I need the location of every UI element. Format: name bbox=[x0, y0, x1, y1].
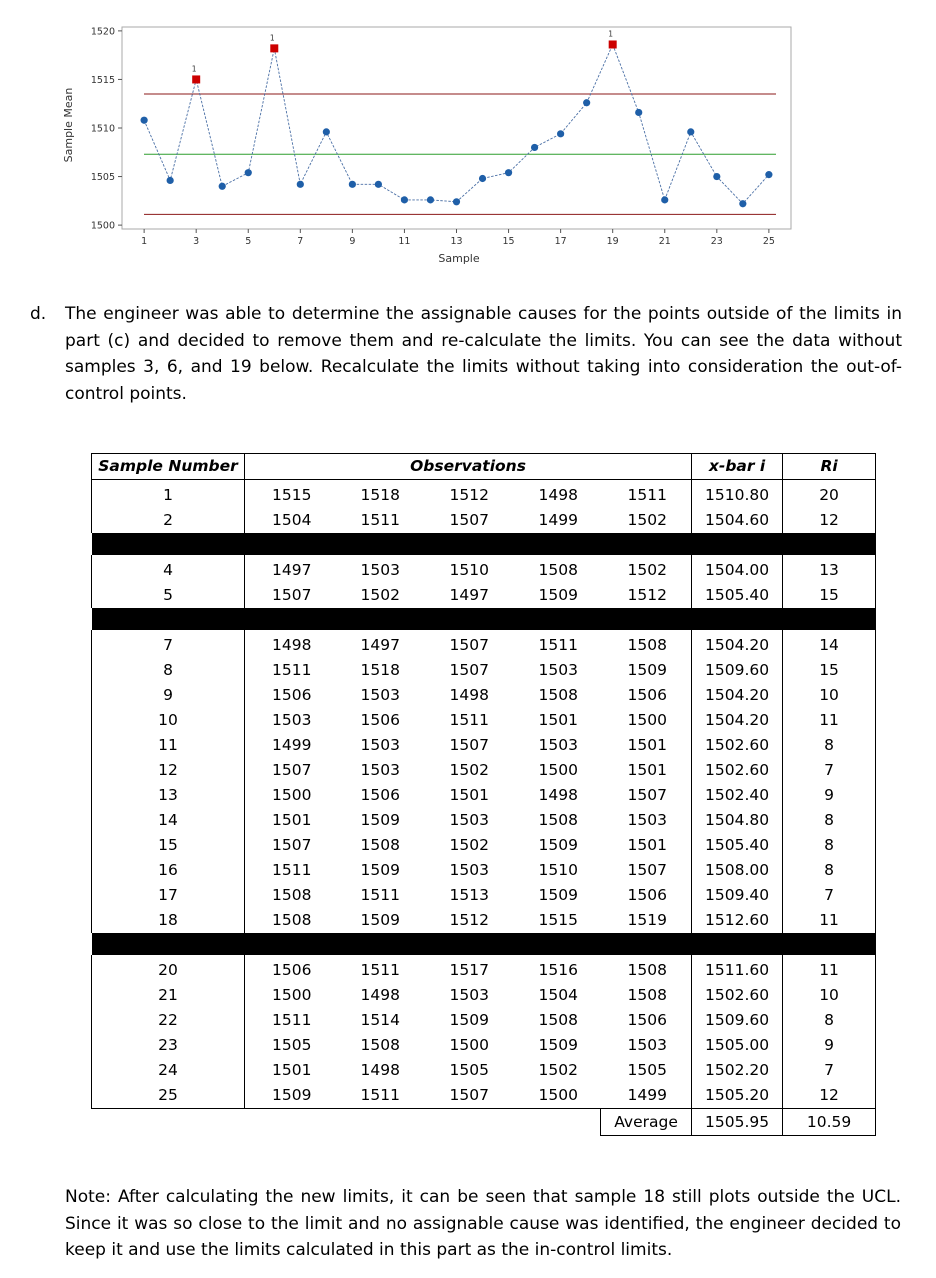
observation-cell: 1501 bbox=[538, 711, 578, 729]
observation-cell: 1507 bbox=[627, 786, 667, 804]
header-sample-number: Sample Number bbox=[92, 454, 245, 480]
observation-cell: 1513 bbox=[449, 886, 489, 904]
sample-number-cell: 21 bbox=[92, 983, 245, 1008]
xbar-cell: 1505.40 bbox=[692, 583, 783, 608]
observation-cell: 1505 bbox=[272, 1036, 312, 1054]
observation-cell: 1503 bbox=[627, 811, 667, 829]
average-row-spacer bbox=[92, 1109, 601, 1136]
table-row bbox=[92, 708, 876, 733]
observation-cell: 1507 bbox=[449, 636, 489, 654]
range-cell: 8 bbox=[783, 833, 876, 858]
observation-cell: 1509 bbox=[245, 1083, 334, 1109]
range-cell: 13 bbox=[783, 555, 876, 583]
observation-cell: 1506 bbox=[627, 1011, 667, 1029]
sample-number-cell: 15 bbox=[92, 833, 245, 858]
observation-cell: 1503 bbox=[449, 811, 489, 829]
x-tick-label: 9 bbox=[349, 236, 356, 247]
data-point bbox=[713, 173, 720, 180]
range-cell: 11 bbox=[783, 955, 876, 983]
out-of-control-flag: 1 bbox=[191, 64, 197, 74]
range-cell: 7 bbox=[783, 1058, 876, 1083]
observation-cell: 1508 bbox=[627, 961, 667, 979]
observation-cell: 1516 bbox=[538, 961, 578, 979]
xbar-cell: 1502.20 bbox=[692, 1058, 783, 1083]
observation-cell: 1501 bbox=[627, 836, 667, 854]
table-row bbox=[92, 630, 876, 658]
table-row bbox=[92, 1083, 876, 1109]
table-row bbox=[92, 683, 876, 708]
observation-cell: 1510 bbox=[538, 861, 578, 879]
observation-cell: 1509 bbox=[627, 661, 667, 679]
observation-cell: 1507 bbox=[449, 661, 489, 679]
data-point bbox=[375, 181, 382, 188]
observation-cell: 1508 bbox=[627, 636, 667, 654]
data-point bbox=[505, 169, 512, 176]
observation-cell: 1501 bbox=[627, 761, 667, 779]
y-axis-label: Sample Mean bbox=[62, 87, 75, 163]
average-row bbox=[92, 1109, 876, 1136]
table-row bbox=[92, 583, 876, 608]
observation-cell: 1499 bbox=[601, 1083, 692, 1109]
observation-cell: 1498 bbox=[272, 636, 312, 654]
observation-cell: 1507 bbox=[272, 761, 312, 779]
observation-cell: 1506 bbox=[627, 686, 667, 704]
x-tick-label: 25 bbox=[762, 236, 775, 247]
observation-cell: 1509 bbox=[360, 861, 400, 879]
sample-number-cell: 7 bbox=[92, 630, 245, 658]
range-cell: 9 bbox=[783, 1033, 876, 1058]
xbar-cell: 1504.20 bbox=[692, 683, 783, 708]
xbar-cell: 1512.60 bbox=[692, 908, 783, 933]
data-point bbox=[479, 175, 486, 182]
observation-cell: 1497 bbox=[449, 586, 489, 604]
observation-cell: 1502 bbox=[449, 836, 489, 854]
observation-cell: 1509 bbox=[538, 1036, 578, 1054]
observation-cell: 1508 bbox=[538, 1011, 578, 1029]
observation-cell: 1502 bbox=[627, 511, 667, 529]
data-point bbox=[583, 99, 590, 106]
observation-cell: 1497 bbox=[272, 561, 312, 579]
observation-cell: 1507 bbox=[272, 586, 312, 604]
average-label: Average bbox=[601, 1109, 692, 1136]
observation-cell: 1506 bbox=[627, 886, 667, 904]
observation-cell: 1505 bbox=[449, 1061, 489, 1079]
out-of-control-point bbox=[270, 44, 278, 52]
data-point bbox=[635, 109, 642, 116]
observation-cell: 1503 bbox=[538, 661, 578, 679]
observation-cell: 1507 bbox=[449, 511, 489, 529]
observation-cell: 1498 bbox=[538, 786, 578, 804]
observation-cell: 1509 bbox=[538, 886, 578, 904]
header-xbar: x-bar i bbox=[692, 454, 783, 480]
x-tick-label: 3 bbox=[193, 236, 200, 247]
x-tick-label: 17 bbox=[554, 236, 567, 247]
observation-cell: 1511 bbox=[360, 511, 400, 529]
observation-cell: 1499 bbox=[272, 736, 312, 754]
observation-cell: 1509 bbox=[449, 1011, 489, 1029]
sample-number-cell: 2 bbox=[92, 508, 245, 533]
range-cell: 11 bbox=[783, 708, 876, 733]
x-tick-label: 5 bbox=[245, 236, 252, 247]
part-d-paragraph bbox=[30, 301, 902, 407]
sample-number-cell: 22 bbox=[92, 1008, 245, 1033]
table-row bbox=[92, 758, 876, 783]
y-tick-label: 1505 bbox=[90, 172, 115, 184]
observation-cell: 1502 bbox=[538, 1061, 578, 1079]
observation-cell: 1518 bbox=[360, 661, 400, 679]
out-of-control-point bbox=[609, 40, 617, 48]
removed-sample-bar bbox=[92, 933, 876, 955]
x-tick-label: 11 bbox=[398, 236, 411, 247]
removed-sample-cell bbox=[92, 933, 876, 955]
data-point bbox=[661, 196, 668, 203]
xbar-cell: 1504.20 bbox=[692, 630, 783, 658]
data-point bbox=[323, 128, 330, 135]
table-row bbox=[92, 658, 876, 683]
observation-cell: 1508 bbox=[627, 986, 667, 1004]
observation-cell: 1511 bbox=[449, 711, 489, 729]
observation-cell: 1500 bbox=[627, 711, 667, 729]
table-row bbox=[92, 883, 876, 908]
table-row bbox=[92, 833, 876, 858]
x-tick-label: 13 bbox=[450, 236, 463, 247]
observation-cell: 1499 bbox=[538, 511, 578, 529]
sample-number-cell: 14 bbox=[92, 808, 245, 833]
xbar-cell: 1505.00 bbox=[692, 1033, 783, 1058]
part-d-label: d. bbox=[30, 304, 47, 324]
range-cell: 7 bbox=[783, 883, 876, 908]
data-point bbox=[141, 117, 148, 124]
observation-cell: 1498 bbox=[449, 686, 489, 704]
observation-cell: 1502 bbox=[449, 761, 489, 779]
data-point bbox=[219, 183, 226, 190]
xbar-cell: 1505.40 bbox=[692, 833, 783, 858]
range-cell: 15 bbox=[783, 583, 876, 608]
observation-cell: 1502 bbox=[360, 586, 400, 604]
observation-cell: 1515 bbox=[538, 911, 578, 929]
table-row bbox=[92, 908, 876, 933]
range-cell: 7 bbox=[783, 758, 876, 783]
x-tick-label: 23 bbox=[710, 236, 723, 247]
observation-cell: 1506 bbox=[272, 686, 312, 704]
sample-number-cell: 1 bbox=[92, 480, 245, 509]
table-row bbox=[92, 955, 876, 983]
out-of-control-point bbox=[192, 75, 200, 83]
observation-cell: 1511 bbox=[627, 486, 667, 504]
range-cell: 8 bbox=[783, 733, 876, 758]
sample-number-cell: 16 bbox=[92, 858, 245, 883]
range-cell: 8 bbox=[783, 858, 876, 883]
sample-number-cell: 23 bbox=[92, 1033, 245, 1058]
observation-cell: 1507 bbox=[627, 861, 667, 879]
y-tick-label: 1510 bbox=[90, 123, 115, 135]
data-point bbox=[453, 198, 460, 205]
y-tick-label: 1515 bbox=[90, 74, 115, 86]
observation-cell: 1508 bbox=[360, 836, 400, 854]
observation-cell: 1501 bbox=[272, 811, 312, 829]
xbar-cell: 1502.60 bbox=[692, 733, 783, 758]
range-cell: 10 bbox=[783, 683, 876, 708]
range-cell: 10 bbox=[783, 983, 876, 1008]
table-row bbox=[92, 1033, 876, 1058]
sample-number-cell: 24 bbox=[92, 1058, 245, 1083]
xbar-cell: 1511.60 bbox=[692, 955, 783, 983]
xbar-cell: 1509.40 bbox=[692, 883, 783, 908]
observation-cell: 1503 bbox=[360, 561, 400, 579]
observation-cell: 1508 bbox=[538, 686, 578, 704]
table-row bbox=[92, 1058, 876, 1083]
observation-cell: 1503 bbox=[538, 736, 578, 754]
observation-cell: 1504 bbox=[538, 986, 578, 1004]
header-ri: Ri bbox=[783, 454, 876, 480]
sample-number-cell: 13 bbox=[92, 783, 245, 808]
table-row bbox=[92, 808, 876, 833]
observation-cell: 1509 bbox=[538, 836, 578, 854]
observation-cell: 1503 bbox=[360, 686, 400, 704]
table-row bbox=[92, 733, 876, 758]
table-row bbox=[92, 555, 876, 583]
table-row bbox=[92, 983, 876, 1008]
xbar-cell: 1504.60 bbox=[692, 508, 783, 533]
data-point bbox=[739, 200, 746, 207]
range-cell: 14 bbox=[783, 630, 876, 658]
observation-cell: 1503 bbox=[449, 986, 489, 1004]
observation-cell: 1506 bbox=[360, 786, 400, 804]
data-point bbox=[297, 181, 304, 188]
sample-number-cell: 11 bbox=[92, 733, 245, 758]
observation-cell: 1500 bbox=[538, 761, 578, 779]
sample-number-cell: 20 bbox=[92, 955, 245, 983]
part-d-text: The engineer was able to determine the assignable causes for the points outside of the limits in part (c) and decided to remove them and re-calculate the limits. You can see the data without samples 3, 6, and 19 below. Recalculate the limits without taking into consideration the out-of-control points. bbox=[65, 304, 902, 404]
x-tick-label: 7 bbox=[297, 236, 304, 247]
observation-cell: 1503 bbox=[627, 1036, 667, 1054]
xbar-cell: 1509.60 bbox=[692, 658, 783, 683]
removed-sample-cell bbox=[92, 533, 876, 555]
sample-number-cell: 10 bbox=[92, 708, 245, 733]
observation-cell: 1503 bbox=[360, 736, 400, 754]
sample-number-cell: 12 bbox=[92, 758, 245, 783]
xbar-cell: 1510.80 bbox=[692, 480, 783, 509]
observation-cell: 1507 bbox=[272, 836, 312, 854]
observation-cell: 1509 bbox=[360, 911, 400, 929]
observation-cell: 1511 bbox=[334, 1083, 423, 1109]
xbar-cell: 1508.00 bbox=[692, 858, 783, 883]
observation-cell: 1509 bbox=[360, 811, 400, 829]
data-point bbox=[531, 144, 538, 151]
xbar-cell: 1502.40 bbox=[692, 783, 783, 808]
data-point bbox=[245, 169, 252, 176]
xbar-cell: 1504.80 bbox=[692, 808, 783, 833]
chart-axes bbox=[91, 26, 775, 247]
observations-table bbox=[91, 453, 876, 1136]
observation-cell: 1503 bbox=[272, 711, 312, 729]
data-point bbox=[557, 130, 564, 137]
range-cell: 11 bbox=[783, 908, 876, 933]
sample-number-cell: 5 bbox=[92, 583, 245, 608]
range-cell: 8 bbox=[783, 808, 876, 833]
sample-number-cell: 4 bbox=[92, 555, 245, 583]
observation-cell: 1512 bbox=[449, 911, 489, 929]
xbar-cell: 1502.60 bbox=[692, 758, 783, 783]
removed-sample-bar bbox=[92, 608, 876, 630]
series-line bbox=[144, 45, 769, 204]
out-of-control-flag: 1 bbox=[608, 29, 614, 39]
observation-cell: 1511 bbox=[272, 861, 312, 879]
range-cell: 12 bbox=[783, 508, 876, 533]
xbar-cell: 1505.20 bbox=[692, 1083, 783, 1109]
sample-number-cell: 8 bbox=[92, 658, 245, 683]
observation-cell: 1500 bbox=[272, 986, 312, 1004]
table-row bbox=[92, 1008, 876, 1033]
x-tick-label: 19 bbox=[606, 236, 619, 247]
observation-cell: 1512 bbox=[449, 486, 489, 504]
xbar-cell: 1509.60 bbox=[692, 1008, 783, 1033]
observation-cell: 1503 bbox=[449, 861, 489, 879]
x-tick-label: 15 bbox=[502, 236, 515, 247]
range-cell: 9 bbox=[783, 783, 876, 808]
observation-cell: 1514 bbox=[360, 1011, 400, 1029]
xbar-control-chart bbox=[0, 0, 936, 275]
observation-cell: 1503 bbox=[360, 761, 400, 779]
observation-cell: 1504 bbox=[272, 511, 312, 529]
observation-cell: 1506 bbox=[272, 961, 312, 979]
observation-cell: 1509 bbox=[538, 586, 578, 604]
header-observations: Observations bbox=[245, 454, 692, 480]
observation-cell: 1500 bbox=[449, 1036, 489, 1054]
observation-cell: 1508 bbox=[538, 561, 578, 579]
note-paragraph: Note: After calculating the new limits, it can be seen that sample 18 still plots outside the UCL. Since it was so close to the limit and no assignable cause was identified, the engineer decided to keep it and use the limits calculated in this part as the in-control limits. bbox=[65, 1187, 901, 1260]
observation-cell: 1512 bbox=[627, 586, 667, 604]
observation-cell: 1507 bbox=[449, 736, 489, 754]
observation-cell: 1508 bbox=[360, 1036, 400, 1054]
observation-cell: 1511 bbox=[272, 1011, 312, 1029]
observation-cell: 1505 bbox=[627, 1061, 667, 1079]
removed-sample-cell bbox=[92, 608, 876, 630]
table-header-row bbox=[92, 454, 876, 480]
xbar-cell: 1504.20 bbox=[692, 708, 783, 733]
sample-number-cell: 18 bbox=[92, 908, 245, 933]
table-row bbox=[92, 480, 876, 509]
xbar-cell: 1502.60 bbox=[692, 983, 783, 1008]
observation-cell: 1508 bbox=[272, 886, 312, 904]
sample-number-cell: 25 bbox=[92, 1083, 245, 1109]
observation-cell: 1498 bbox=[360, 1061, 400, 1079]
table-row bbox=[92, 858, 876, 883]
x-axis-label: Sample bbox=[438, 252, 480, 265]
observation-cell: 1519 bbox=[627, 911, 667, 929]
data-point bbox=[687, 128, 694, 135]
out-of-control-flag: 1 bbox=[269, 33, 275, 43]
range-cell: 15 bbox=[783, 658, 876, 683]
sample-mean-series bbox=[141, 29, 773, 207]
data-point bbox=[349, 181, 356, 188]
observation-cell: 1517 bbox=[449, 961, 489, 979]
x-tick-label: 1 bbox=[141, 236, 148, 247]
observation-cell: 1508 bbox=[272, 911, 312, 929]
data-point bbox=[167, 177, 174, 184]
observation-cell: 1511 bbox=[360, 961, 400, 979]
sample-number-cell: 9 bbox=[92, 683, 245, 708]
observation-cell: 1511 bbox=[360, 886, 400, 904]
table-body bbox=[92, 480, 876, 1136]
observation-cell: 1500 bbox=[272, 786, 312, 804]
range-cell: 12 bbox=[783, 1083, 876, 1109]
table-row bbox=[92, 783, 876, 808]
observation-cell: 1518 bbox=[360, 486, 400, 504]
observation-cell: 1510 bbox=[449, 561, 489, 579]
xbar-cell: 1504.00 bbox=[692, 555, 783, 583]
removed-sample-bar bbox=[92, 533, 876, 555]
observation-cell: 1501 bbox=[627, 736, 667, 754]
observation-cell: 1511 bbox=[272, 661, 312, 679]
observation-cell: 1501 bbox=[449, 786, 489, 804]
observation-cell: 1498 bbox=[538, 486, 578, 504]
data-point bbox=[401, 196, 408, 203]
y-tick-label: 1500 bbox=[90, 220, 115, 232]
observation-cell: 1508 bbox=[538, 811, 578, 829]
range-cell: 20 bbox=[783, 480, 876, 509]
data-point bbox=[427, 196, 434, 203]
sample-number-cell: 17 bbox=[92, 883, 245, 908]
observation-cell: 1498 bbox=[360, 986, 400, 1004]
observation-cell: 1506 bbox=[360, 711, 400, 729]
data-point bbox=[765, 171, 772, 178]
x-tick-label: 21 bbox=[658, 236, 671, 247]
average-xbar: 1505.95 bbox=[692, 1109, 783, 1136]
y-tick-label: 1520 bbox=[90, 26, 115, 38]
observation-cell: 1501 bbox=[272, 1061, 312, 1079]
control-limit-lines bbox=[144, 94, 776, 214]
observation-cell: 1515 bbox=[272, 486, 312, 504]
table-row bbox=[92, 508, 876, 533]
average-range: 10.59 bbox=[783, 1109, 876, 1136]
observation-cell: 1507 bbox=[423, 1083, 512, 1109]
range-cell: 8 bbox=[783, 1008, 876, 1033]
observation-cell: 1511 bbox=[538, 636, 578, 654]
observation-cell: 1500 bbox=[512, 1083, 601, 1109]
observation-cell: 1497 bbox=[360, 636, 400, 654]
observation-cell: 1502 bbox=[627, 561, 667, 579]
